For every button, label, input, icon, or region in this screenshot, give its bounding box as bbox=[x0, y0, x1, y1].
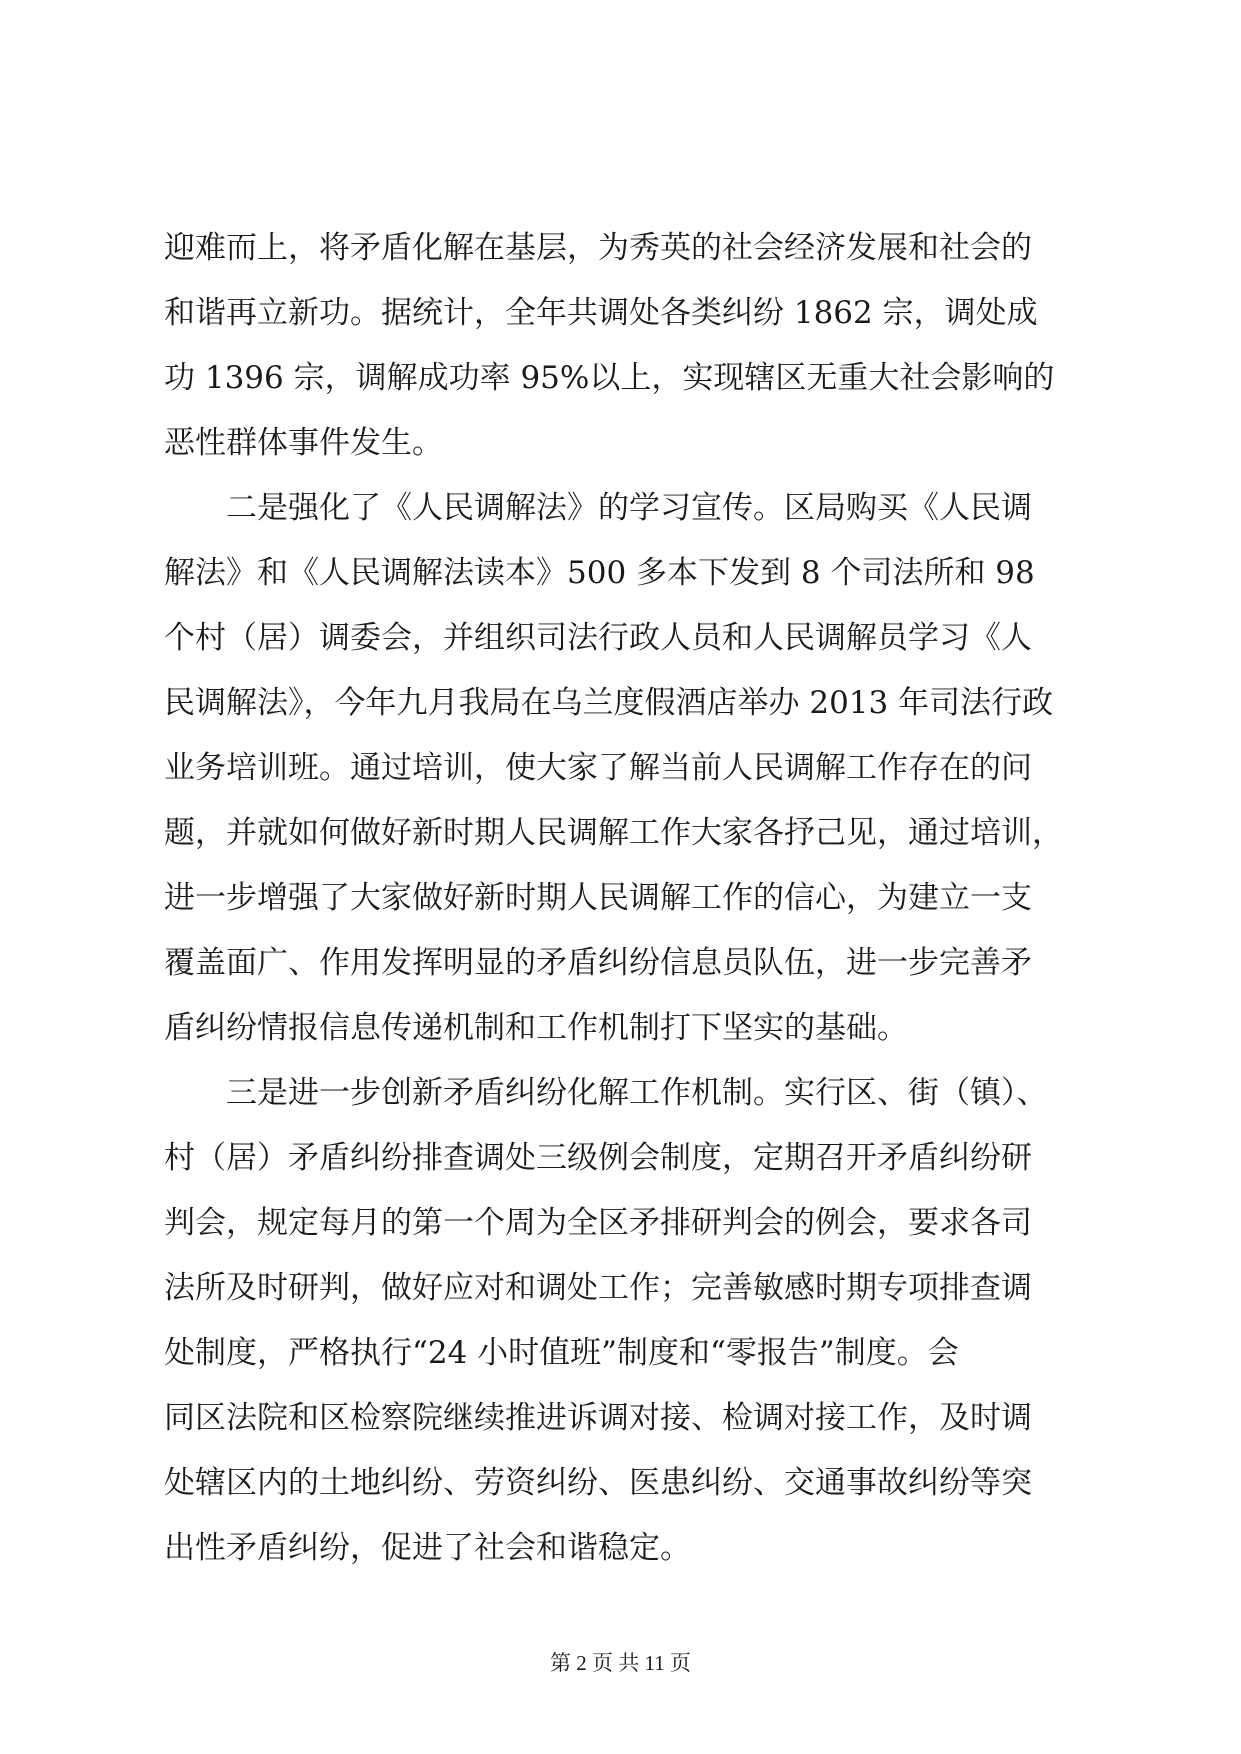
text-line: 个村（居）调委会，并组织司法行政人员和人民调解员学习《人 bbox=[164, 620, 1032, 656]
document-body bbox=[164, 228, 1084, 1593]
text-line: 恶性群体事件发生。 bbox=[164, 425, 443, 461]
text-line: 业务培训班。通过培训，使大家了解当前人民调解工作存在的问 bbox=[164, 750, 1032, 786]
text-line: 民调解法》，今年九月我局在乌兰度假酒店举办 2013 年司法行政 bbox=[164, 685, 1054, 721]
paragraph-first-line: 三是进一步创新矛盾纠纷化解工作机制。实行区、街（镇）、 bbox=[226, 1075, 1048, 1111]
text-line: 迎难而上，将矛盾化解在基层，为秀英的社会经济发展和社会的 bbox=[164, 230, 1032, 266]
paragraph-first-line: 二是强化了《人民调解法》的学习宣传。区局购买《人民调 bbox=[226, 490, 1032, 526]
text-line: 解法》和《人民调解法读本》500 多本下发到 8 个司法所和 98 bbox=[164, 555, 1035, 591]
text-line: 进一步增强了大家做好新时期人民调解工作的信心，为建立一支 bbox=[164, 880, 1032, 916]
text-line: 处制度，严格执行“24 小时值班”制度和“零报告”制度。会 bbox=[164, 1335, 959, 1371]
text-line: 处辖区内的土地纠纷、劳资纠纷、医患纠纷、交通事故纠纷等突 bbox=[164, 1465, 1032, 1501]
text-line: 和谐再立新功。据统计，全年共调处各类纠纷 1862 宗，调处成 bbox=[164, 295, 1038, 331]
text-line: 村（居）矛盾纠纷排查调处三级例会制度，定期召开矛盾纠纷研 bbox=[164, 1140, 1032, 1176]
text-line: 覆盖面广、作用发挥明显的矛盾纠纷信息员队伍，进一步完善矛 bbox=[164, 945, 1032, 981]
text-line: 法所及时研判，做好应对和调处工作；完善敏感时期专项排查调 bbox=[164, 1270, 1032, 1306]
text-line: 功 1396 宗，调解成功率 95%以上，实现辖区无重大社会影响的 bbox=[164, 360, 1055, 396]
text-line: 题，并就如何做好新时期人民调解工作大家各抒己见，通过培训， bbox=[164, 815, 1063, 851]
text-line: 出性矛盾纠纷，促进了社会和谐稳定。 bbox=[164, 1530, 691, 1566]
text-line: 盾纠纷情报信息传递机制和工作机制打下坚实的基础。 bbox=[164, 1010, 908, 1046]
text-line: 判会，规定每月的第一个周为全区矛排研判会的例会，要求各司 bbox=[164, 1205, 1032, 1241]
page-footer: 第 2 页 共 11 页 bbox=[550, 1651, 691, 1675]
text-line: 同区法院和区检察院继续推进诉调对接、检调对接工作，及时调 bbox=[164, 1400, 1032, 1436]
